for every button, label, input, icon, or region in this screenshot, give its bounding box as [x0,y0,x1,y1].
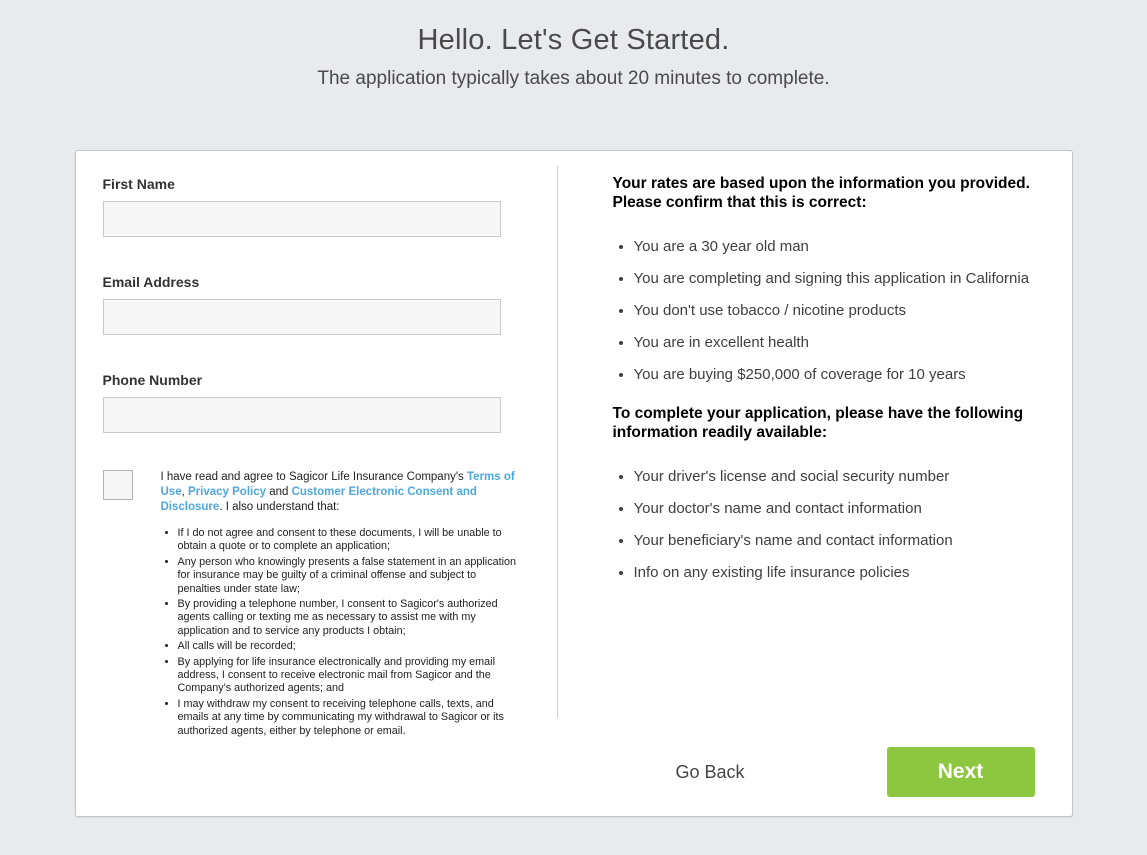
info-panel [558,151,1072,740]
info-bullet: • You are buying $250,000 of coverage for 10 years [634,365,1054,384]
info-bullet: • You are a 30 year old man [634,237,1054,256]
consent-prefix: I have read and agree to Sagicor Life Insurance Company's [160,471,467,483]
info-bullet: • Your doctor's name and contact information [634,499,1054,518]
consent-text [161,470,517,515]
phone-label: Phone Number [102,372,203,388]
page-header [0,0,1147,90]
email-label: Email Address [102,274,200,290]
rates-bullet-list [613,237,1054,384]
rates-confirmation-section [613,174,1054,384]
go-back-link[interactable]: Go Back [675,761,745,782]
page-subtitle: The application typically takes about 20 minutes to complete. [317,68,830,89]
consent-bullet: • By applying for life insurance electronically and providing my email address, I consent to receive electronic mail from Sagicor and the Company's authorized agents; and [178,656,517,696]
first-name-label: First Name [102,176,175,192]
card-columns [76,151,1072,740]
phone-field-group [103,372,517,433]
application-card [75,150,1073,817]
consent-bullet: • By providing a telephone number, I consent to Sagicor's authorized agents calling or texting me as necessary to assist me with my application and to service any products I obtain; [178,598,517,638]
email-field-group [103,274,517,335]
consent-sep2: and [266,486,292,498]
email-input[interactable] [103,299,501,335]
rates-heading: Your rates are based upon the information you provided. Please confirm that this is correct: [612,175,1030,211]
info-bullet: • Info on any existing life insurance policies [634,563,1054,582]
info-bullet: • You are completing and signing this application in California [634,269,1054,288]
consent-body [161,470,517,740]
info-bullet: • You don't use tobacco / nicotine products [634,301,1054,320]
terms-of-use-link[interactable]: Terms of Use [160,471,515,498]
next-button[interactable]: Next [887,747,1035,797]
first-name-input[interactable] [103,201,501,237]
required-info-bullet-list [613,467,1054,582]
consent-bullet-list [161,527,517,738]
contact-form [76,151,557,740]
info-bullet: • You are in excellent health [634,333,1054,352]
consent-bullet: • I may withdraw my consent to receiving telephone calls, texts, and emails at any time by communicating my withdrawal to Sagicor or its authorized agents, either by telephone or email. [178,698,517,738]
consent-bullet: • If I do not agree and consent to these documents, I will be unable to obtain a quote or to complete an application; [178,527,517,554]
first-name-field-group [103,176,517,237]
info-bullet: • Your driver's license and social security number [634,467,1054,486]
info-bullet: • Your beneficiary's name and contact information [634,531,1054,550]
consent-section [103,470,517,740]
privacy-policy-link[interactable]: Privacy Policy [188,486,266,498]
consent-suffix: . I also understand that: [219,501,340,513]
required-info-heading: To complete your application, please have the following information readily available: [612,405,1024,441]
consent-bullet: • All calls will be recorded; [178,640,517,653]
form-footer [675,747,1034,797]
consent-bullet: • Any person who knowingly presents a false statement in an application for insurance may be guilty of a criminal offense and subject to penalties under state law; [178,556,517,596]
electronic-consent-link[interactable]: Customer Electronic Consent and Disclosure [160,486,477,513]
page-title: Hello. Let's Get Started. [417,24,730,56]
terms-agreement-checkbox[interactable] [103,470,133,500]
phone-input[interactable] [103,397,501,433]
required-info-section [613,404,1054,582]
consent-sep1: , [181,486,188,498]
